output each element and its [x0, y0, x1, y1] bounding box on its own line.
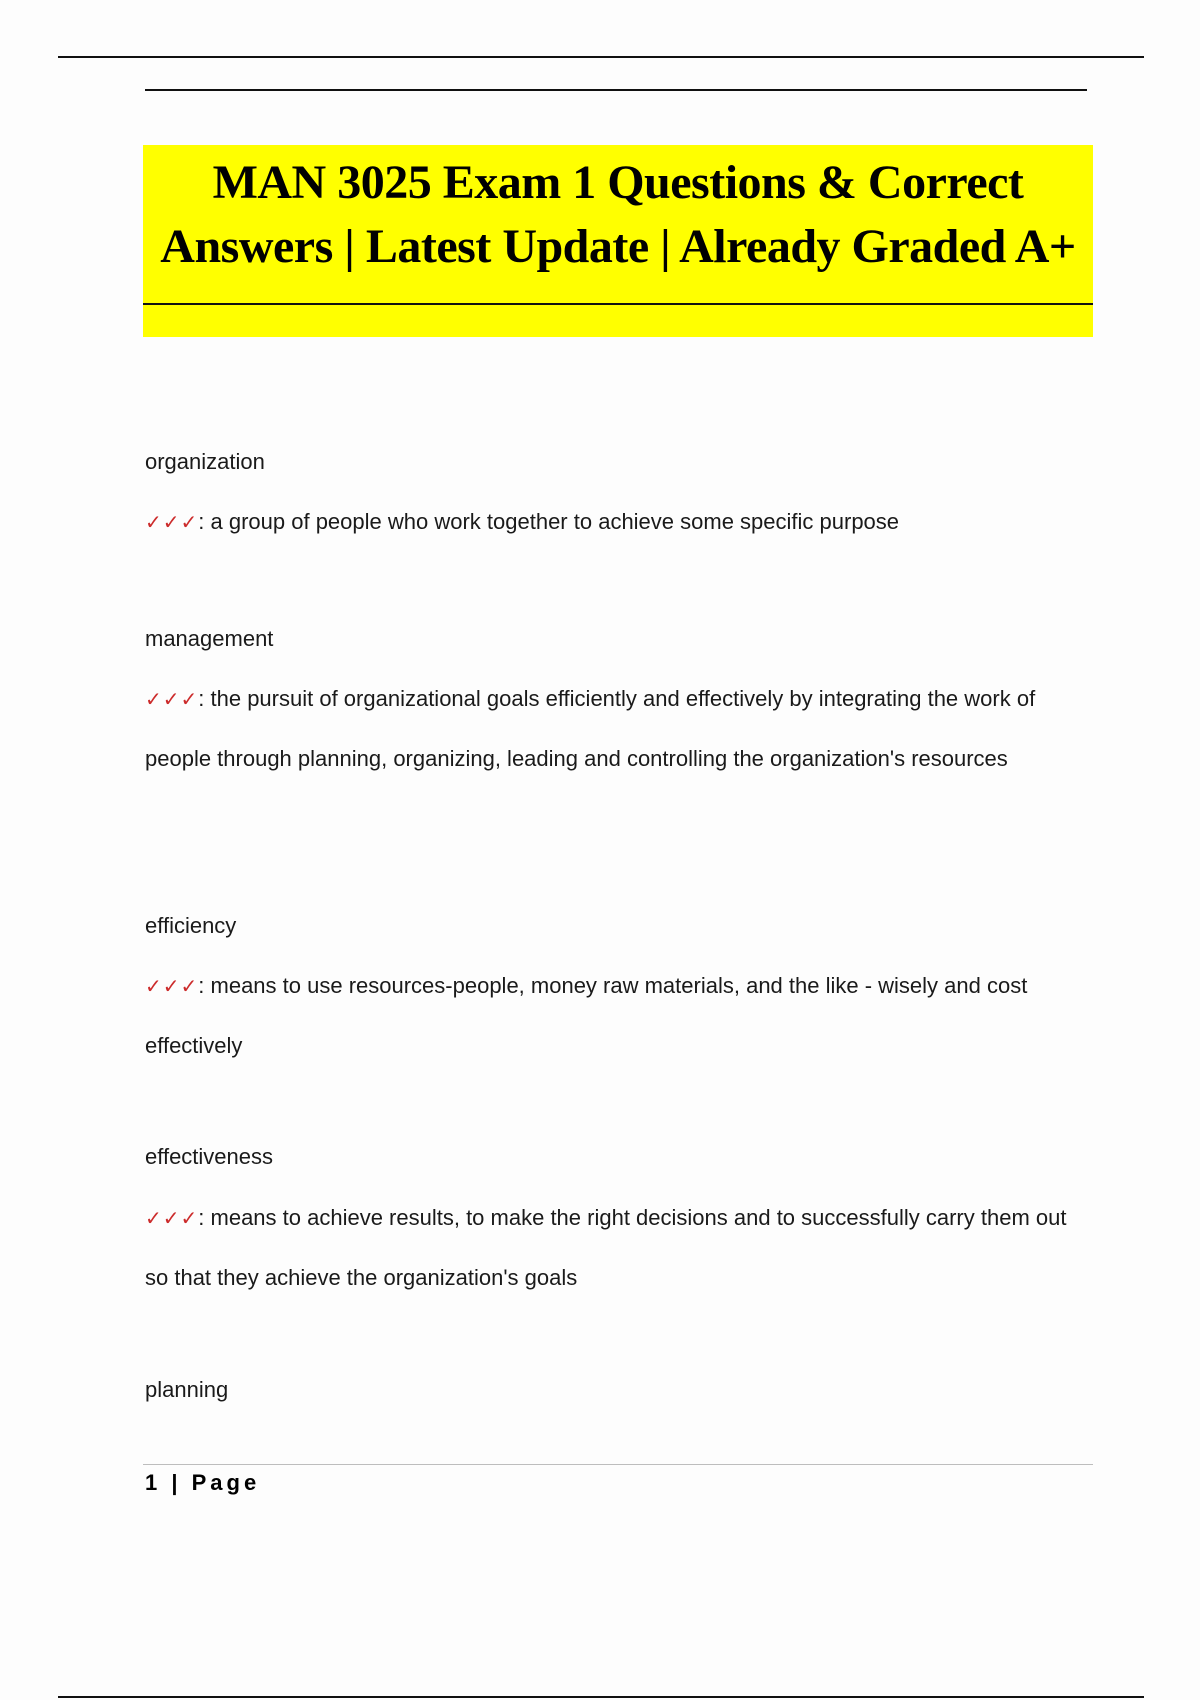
top-inner-rule: [145, 89, 1087, 91]
definition-management: [145, 669, 1075, 789]
checkmarks-icon: ✓✓✓: [145, 974, 199, 998]
title-line-1: MAN 3025 Exam 1 Questions & Correct: [212, 156, 1024, 209]
bottom-outer-rule: [58, 1696, 1144, 1698]
definition-effectiveness: [145, 1188, 1075, 1308]
term-management: management: [145, 626, 274, 651]
definition-organization: [145, 492, 1075, 552]
top-outer-rule: [58, 56, 1144, 58]
term-planning: planning: [145, 1377, 229, 1402]
definition-efficiency: [145, 956, 1075, 1076]
page-number: 1 | Page: [145, 1470, 261, 1495]
term-efficiency: efficiency: [145, 913, 237, 938]
title-banner: [143, 145, 1093, 337]
definition-text: : the pursuit of organizational goals efficiently and effectively by integrating the work of people through planning, organizing, leading and controlling the organization's resources: [145, 686, 1036, 771]
checkmarks-icon: ✓✓✓: [145, 687, 199, 711]
term-organization: organization: [145, 449, 265, 474]
document-title: [143, 145, 1093, 279]
checkmarks-icon: ✓✓✓: [145, 510, 199, 534]
term-effectiveness: effectiveness: [145, 1144, 274, 1169]
checkmarks-icon: ✓✓✓: [145, 1206, 199, 1230]
definition-text: : a group of people who work together to achieve some specific purpose: [198, 509, 900, 534]
footer-rule: [143, 1464, 1093, 1465]
title-line-2: Answers | Latest Update | Already Graded A+: [160, 220, 1076, 273]
definition-text: : means to achieve results, to make the right decisions and to successfully carry them out so that they achieve the organization's goals: [145, 1205, 1067, 1290]
title-underline: [143, 303, 1093, 305]
definition-text: : means to use resources-people, money raw materials, and the like - wisely and cost effectively: [145, 973, 1028, 1058]
